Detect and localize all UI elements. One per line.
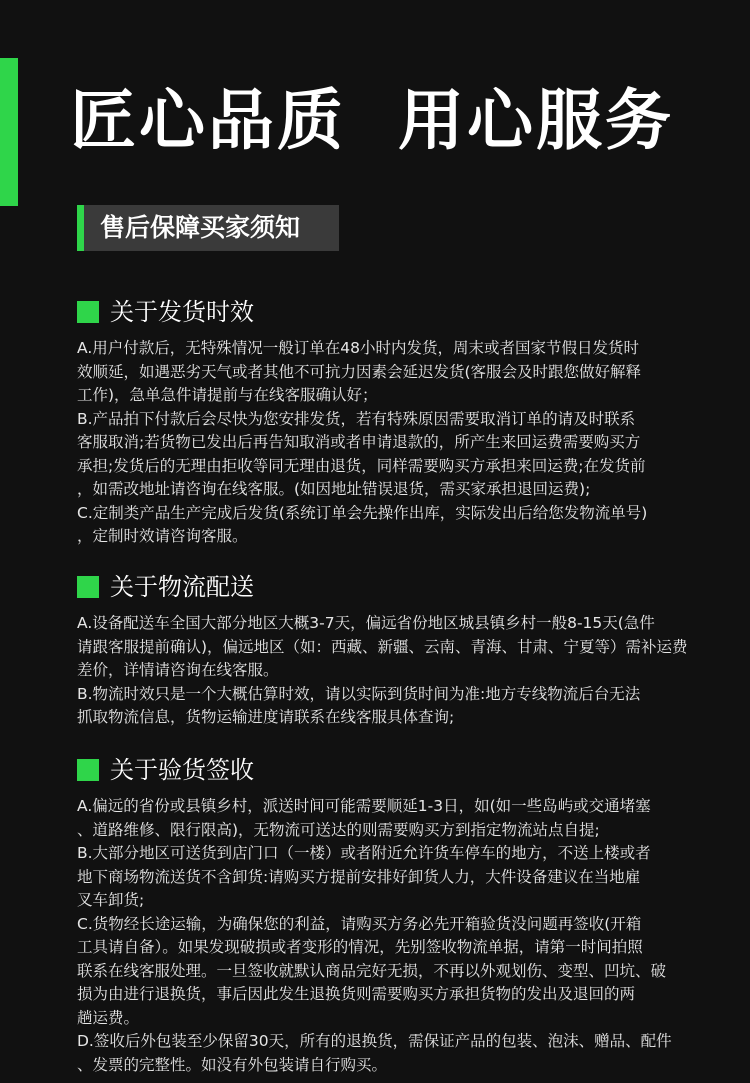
subtitle-text: 售后保障买家须知: [100, 213, 301, 242]
text-line: D.签收后外包装至少保留30天，所有的退换货，需保证产品的包装、泡沫、赠品、配件: [77, 1032, 672, 1050]
section-logistics: [77, 571, 697, 730]
section-title: 关于发货时效: [110, 298, 254, 326]
text-line: 联系在线客服处理。一旦签收就默认商品完好无损，不再以外观划伤、变型、凹坑、破: [77, 961, 667, 980]
text-line: C.货物经长途运输，为确保您的利益，请购买方务必先开箱验货没问题再签收(开箱: [77, 914, 642, 933]
section-body: [77, 612, 697, 730]
text-line: 、发票的完整性。如没有外包装请自行购买。: [77, 1055, 388, 1074]
text-line: 损为由进行退换货，事后因此发生退换货则需要购买方承担货物的发出及退回的两: [77, 985, 636, 1003]
square-bullet-icon: [77, 301, 99, 323]
section-shipping-time: [77, 296, 697, 549]
text-line: 地下商场物流送货不含卸货:请购买方提前安排好卸货人力，大件设备建议在当地雇: [77, 867, 641, 886]
text-line: 工具请自备）。如果发现破损或者变形的情况，先别签收物流单据，请第一时间拍照: [77, 938, 643, 956]
accent-bar: [0, 58, 18, 206]
text-line: 承担;发货后的无理由拒收等同无理由退货，同样需要购买方承担来回运费;在发货前: [77, 456, 646, 475]
text-line: 、道路维修、限行限高)，无物流可送达的则需要购买方到指定物流站点自提;: [77, 820, 600, 839]
section-title: 关于物流配送: [110, 573, 254, 601]
section-body: [77, 795, 697, 1077]
text-line: B.大部分地区可送货到店门口（一楼）或者附近允许货车停车的地方，不送上楼或者: [77, 844, 651, 862]
text-line: 工作)，急单急件请提前与在线客服确认好；: [77, 386, 378, 404]
square-bullet-icon: [77, 576, 99, 598]
text-line: 请跟客服提前确认)，偏远地区（如：西藏、新疆、云南、青海、甘肃、宁夏等）需补运费: [77, 637, 688, 656]
section-body: [77, 337, 697, 549]
text-line: 效顺延，如遇恶劣天气或者其他不可抗力因素会延迟发货(客服会及时跟您做好解释: [77, 362, 642, 381]
text-line: ，如需改地址请咨询在线客服。(如因地址错误退货，需买家承担退回运费);: [77, 480, 591, 498]
text-line: B.物流时效只是一个大概估算时效，请以实际到货时间为准:地方专线物流后台无法: [77, 684, 641, 703]
text-line: 叉车卸货;: [77, 891, 145, 909]
text-line: 趟运费。: [77, 1008, 140, 1027]
section-header: [77, 571, 697, 607]
text-line: A.偏远的省份或县镇乡村，派送时间可能需要顺延1-3日，如(如一些岛屿或交通堵塞: [77, 797, 651, 815]
subtitle-banner: [77, 205, 339, 251]
page-title: 匠心品质 用心服务: [70, 82, 674, 159]
text-line: B.产品拍下付款后会尽快为您安排发货，若有特殊原因需要取消订单的请及时联系: [77, 409, 636, 428]
section-header: [77, 296, 697, 332]
square-bullet-icon: [77, 759, 99, 781]
section-inspection-signing: [77, 754, 697, 1077]
text-line: 差价，详情请咨询在线客服。: [77, 661, 279, 679]
text-line: 客服取消;若货物已发出后再告知取消或者申请退款的，所产生来回运费需要购买方: [77, 433, 641, 451]
text-line: 抓取物流信息，货物运输进度请联系在线客服具体查询;: [77, 708, 455, 726]
text-line: A.设备配送车全国大部分地区大概3-7天，偏远省份地区城县镇乡村一般8-15天(急件: [77, 614, 655, 632]
text-line: ，定制时效请咨询客服。: [77, 527, 248, 545]
text-line: C.定制类产品生产完成后发货(系统订单会先操作出库，实际发出后给您发物流单号): [77, 503, 648, 522]
text-line: A.用户付款后，无特殊情况一般订单在48小时内发货，周末或者国家节假日发货时: [77, 339, 639, 357]
section-header: [77, 754, 697, 790]
section-title: 关于验货签收: [110, 756, 254, 784]
